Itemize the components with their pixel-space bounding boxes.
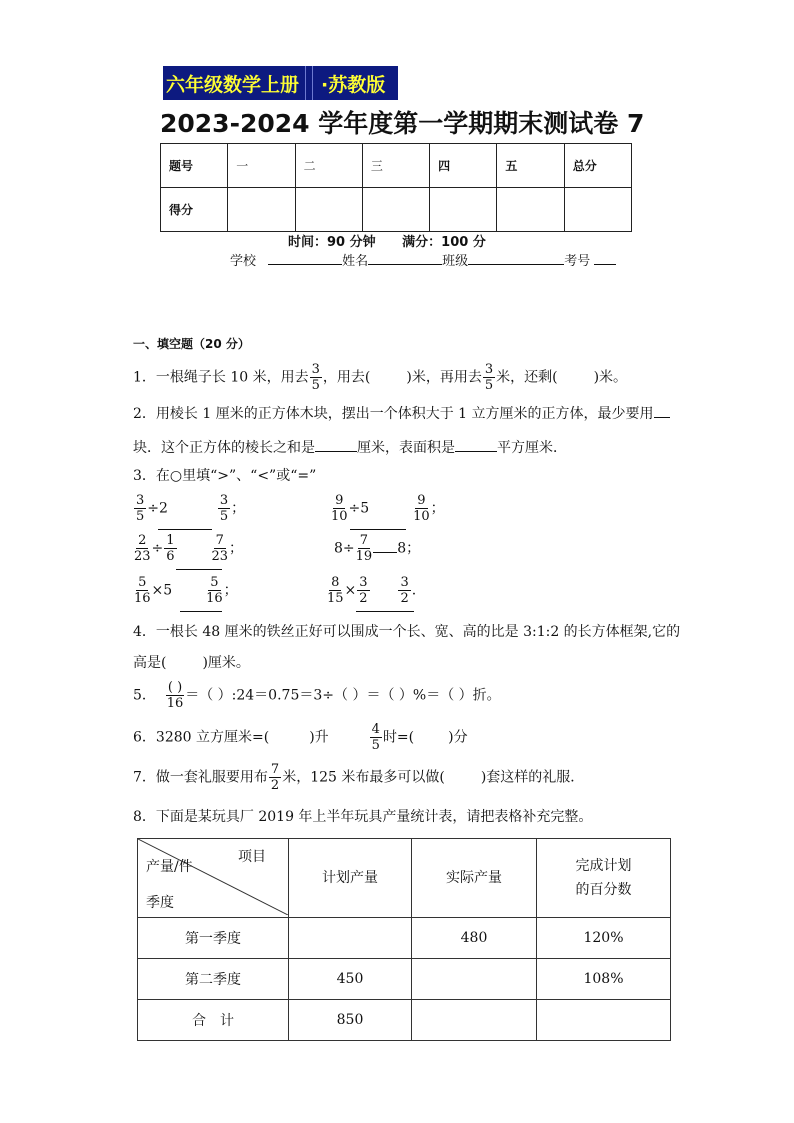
compare-item <box>326 575 416 606</box>
operator: ÷2 <box>147 500 168 517</box>
q-text: 米，125 米布最多可以做( <box>282 769 445 786</box>
cell-percent[interactable] <box>537 1000 671 1041</box>
cell-plan: 450 <box>289 959 412 1000</box>
q-text: 7．做一套礼服要用布 <box>133 769 268 786</box>
cell-percent: 120% <box>537 918 671 959</box>
denominator: 5 <box>371 738 380 753</box>
school-field[interactable] <box>268 252 342 265</box>
exam-time <box>288 231 486 250</box>
question-4: 4．一根长 48 厘米的铁丝正好可以围成一个长、宽、高的比是 3:1:2 的长方体框架,它的 <box>133 624 681 640</box>
operand: 8÷ <box>334 540 355 557</box>
corner-mid-label: 产量/件 <box>146 859 193 875</box>
question-8: 8．下面是某玩具厂 2019 年上半年玩具产量统计表，请把表格补充完整。 <box>133 809 593 825</box>
numerator[interactable]: ( ) <box>167 680 183 695</box>
punct: ； <box>229 540 244 557</box>
q-text: )米，再用去 <box>406 369 482 386</box>
denominator: 6 <box>166 549 175 564</box>
table-row <box>161 144 632 188</box>
question-2 <box>133 403 670 423</box>
score-input[interactable] <box>497 188 564 232</box>
table-header-row <box>138 839 671 918</box>
denominator: 16 <box>206 591 223 606</box>
answer-line[interactable] <box>373 544 397 553</box>
denominator: 2 <box>359 591 368 606</box>
denominator: 16 <box>166 696 184 711</box>
table-row <box>138 959 671 1000</box>
cell: 一 <box>228 144 295 188</box>
fraction <box>134 575 151 606</box>
punct: ； <box>231 500 246 517</box>
corner-cell <box>138 839 289 918</box>
fraction <box>327 575 344 606</box>
cell-percent: 108% <box>537 959 671 1000</box>
q-text: )套这样的礼服． <box>480 769 585 786</box>
table-row <box>138 918 671 959</box>
q-text: 厘米，表面积是 <box>357 440 455 456</box>
cell: 题号 <box>161 144 228 188</box>
operand: 8 <box>397 540 407 557</box>
corner-top-label: 项目 <box>238 849 266 865</box>
fraction <box>331 493 348 524</box>
compare-item <box>133 575 238 606</box>
answer-line[interactable] <box>356 611 414 612</box>
q-text: 平方厘米． <box>497 440 567 456</box>
grade-banner <box>163 66 398 100</box>
question-4-cont <box>133 652 250 672</box>
fraction <box>398 575 410 606</box>
question-1 <box>133 362 627 393</box>
score-input[interactable] <box>228 188 295 232</box>
denominator: 23 <box>211 549 229 564</box>
full-score-text: 满分：100 分 <box>402 235 486 250</box>
header-line: 完成计划 <box>575 858 632 874</box>
header-line: 的百分数 <box>575 882 632 898</box>
denominator: 19 <box>355 549 373 564</box>
cell-plan[interactable] <box>289 918 412 959</box>
fraction <box>134 533 151 564</box>
numerator: 3 <box>400 575 409 590</box>
answer-line[interactable] <box>158 529 212 530</box>
fraction <box>483 362 495 393</box>
score-input[interactable] <box>295 188 362 232</box>
cell: 得分 <box>161 188 228 232</box>
numerator: 3 <box>484 362 494 377</box>
class-label: 班级 <box>442 254 469 269</box>
numerator: 3 <box>136 493 145 508</box>
cell-plan: 850 <box>289 1000 412 1041</box>
numerator: 3 <box>359 575 368 590</box>
q-text: 5． <box>133 687 156 704</box>
q-text: )米。 <box>593 369 628 386</box>
compare-item <box>330 493 445 524</box>
denominator: 5 <box>484 378 494 393</box>
question-7 <box>133 762 584 793</box>
row-label: 合 计 <box>138 1000 289 1041</box>
q-text: 高是( <box>133 655 167 671</box>
exam-no-field[interactable] <box>594 252 616 265</box>
numerator: 5 <box>138 575 147 590</box>
q-text: 6．3280 立方厘米=( <box>133 729 270 746</box>
operator: × <box>344 582 357 599</box>
numerator: 2 <box>138 533 147 548</box>
school-label: 学校 <box>230 254 257 269</box>
page-title: 2023-2024 学年度第一学期期末测试卷 7 <box>160 109 645 138</box>
table-row <box>161 188 632 232</box>
numerator: 7 <box>359 533 369 548</box>
numerator: 7 <box>270 762 280 777</box>
class-field[interactable] <box>468 252 564 265</box>
section-heading: 一、填空题（20 分） <box>133 337 250 351</box>
fraction <box>218 493 230 524</box>
corner-bottom-label: 季度 <box>146 895 174 911</box>
fraction <box>164 533 176 564</box>
score-input[interactable] <box>430 188 497 232</box>
score-input[interactable] <box>362 188 429 232</box>
q-text: ，用去( <box>322 369 371 386</box>
operator: ÷5 <box>348 500 370 517</box>
numerator: 9 <box>335 493 344 508</box>
denominator: 16 <box>134 591 151 606</box>
row-label: 第二季度 <box>138 959 289 1000</box>
denominator: 10 <box>331 509 348 524</box>
punct: ； <box>430 500 445 517</box>
name-field[interactable] <box>368 252 442 265</box>
answer-line[interactable] <box>180 611 222 612</box>
punct: ； <box>406 540 421 557</box>
denominator: 5 <box>311 378 320 393</box>
exam-no-label: 考号 <box>564 254 591 269</box>
header-cell <box>537 839 671 918</box>
q-text: 时=( <box>382 729 415 746</box>
numerator: 8 <box>331 575 340 590</box>
answer-line[interactable] <box>176 569 222 570</box>
q-text: )升 <box>309 729 329 746</box>
fraction <box>134 493 146 524</box>
q-text: 2．用棱长 1 厘米的正方体木块，摆出一个体积大于 1 立方厘米的正方体，最少要用 <box>133 406 654 422</box>
numerator: 3 <box>311 362 320 377</box>
header-cell: 实际产量 <box>412 839 537 918</box>
fraction <box>166 680 184 711</box>
row-label: 第一季度 <box>138 918 289 959</box>
cell: 总分 <box>564 144 631 188</box>
cell: 三 <box>362 144 429 188</box>
answer-blank[interactable] <box>315 439 357 452</box>
q-text: 块．这个正方体的棱长之和是 <box>133 440 315 456</box>
denominator: 10 <box>413 509 430 524</box>
fraction <box>370 722 382 753</box>
punct: . <box>411 582 417 599</box>
fraction <box>206 575 223 606</box>
denominator: 23 <box>134 549 151 564</box>
compare-item <box>334 533 420 564</box>
time-text: 时间：90 分钟 <box>288 235 376 250</box>
question-3: 3．在○里填“>”、“<”或“=” <box>133 468 317 484</box>
q-text: 1．一根绳子长 10 米，用去 <box>133 369 309 386</box>
cell: 五 <box>497 144 564 188</box>
question-5 <box>133 680 501 711</box>
denominator: 5 <box>136 509 145 524</box>
production-table <box>137 838 671 1041</box>
fraction <box>413 493 430 524</box>
operator: ×5 <box>151 582 173 599</box>
punct: ； <box>223 582 238 599</box>
cell-actual[interactable] <box>412 1000 537 1041</box>
banner-edition: ·苏教版 <box>312 66 385 100</box>
answer-blank[interactable] <box>455 439 497 452</box>
numerator: 9 <box>417 493 426 508</box>
table-row <box>138 1000 671 1041</box>
cell-actual: 480 <box>412 918 537 959</box>
operator: ÷ <box>151 540 164 557</box>
q-text: )分 <box>448 729 468 746</box>
student-info <box>230 250 616 269</box>
numerator: 1 <box>166 533 175 548</box>
cell: 四 <box>430 144 497 188</box>
fraction <box>211 533 228 564</box>
fraction <box>356 533 373 564</box>
question-2-cont <box>133 437 567 457</box>
score-table <box>160 143 632 232</box>
denominator: 2 <box>270 778 280 793</box>
header-cell: 计划产量 <box>289 839 412 918</box>
score-input[interactable] <box>564 188 631 232</box>
name-label: 姓名 <box>342 254 369 269</box>
answer-blank[interactable] <box>654 405 670 418</box>
cell-actual[interactable] <box>412 959 537 1000</box>
compare-item <box>133 533 243 564</box>
numerator: 5 <box>210 575 219 590</box>
q-text: 米，还剩( <box>496 369 558 386</box>
fraction <box>357 575 369 606</box>
numerator: 3 <box>219 493 229 508</box>
denominator: 5 <box>219 509 229 524</box>
denominator: 2 <box>400 591 409 606</box>
denominator: 15 <box>327 591 344 606</box>
cell: 二 <box>295 144 362 188</box>
q-text: )厘米。 <box>202 655 250 671</box>
question-6 <box>133 722 468 753</box>
fraction <box>269 762 281 793</box>
fraction <box>310 362 322 393</box>
banner-grade: 六年级数学上册 <box>163 66 306 100</box>
numerator: 7 <box>215 533 224 548</box>
numerator: 4 <box>371 722 380 737</box>
answer-line[interactable] <box>350 529 406 530</box>
compare-item <box>133 493 245 524</box>
q-text: ＝（ ）:24＝0.75＝3÷（ ）＝（ ）%＝（ ）折。 <box>185 687 501 704</box>
